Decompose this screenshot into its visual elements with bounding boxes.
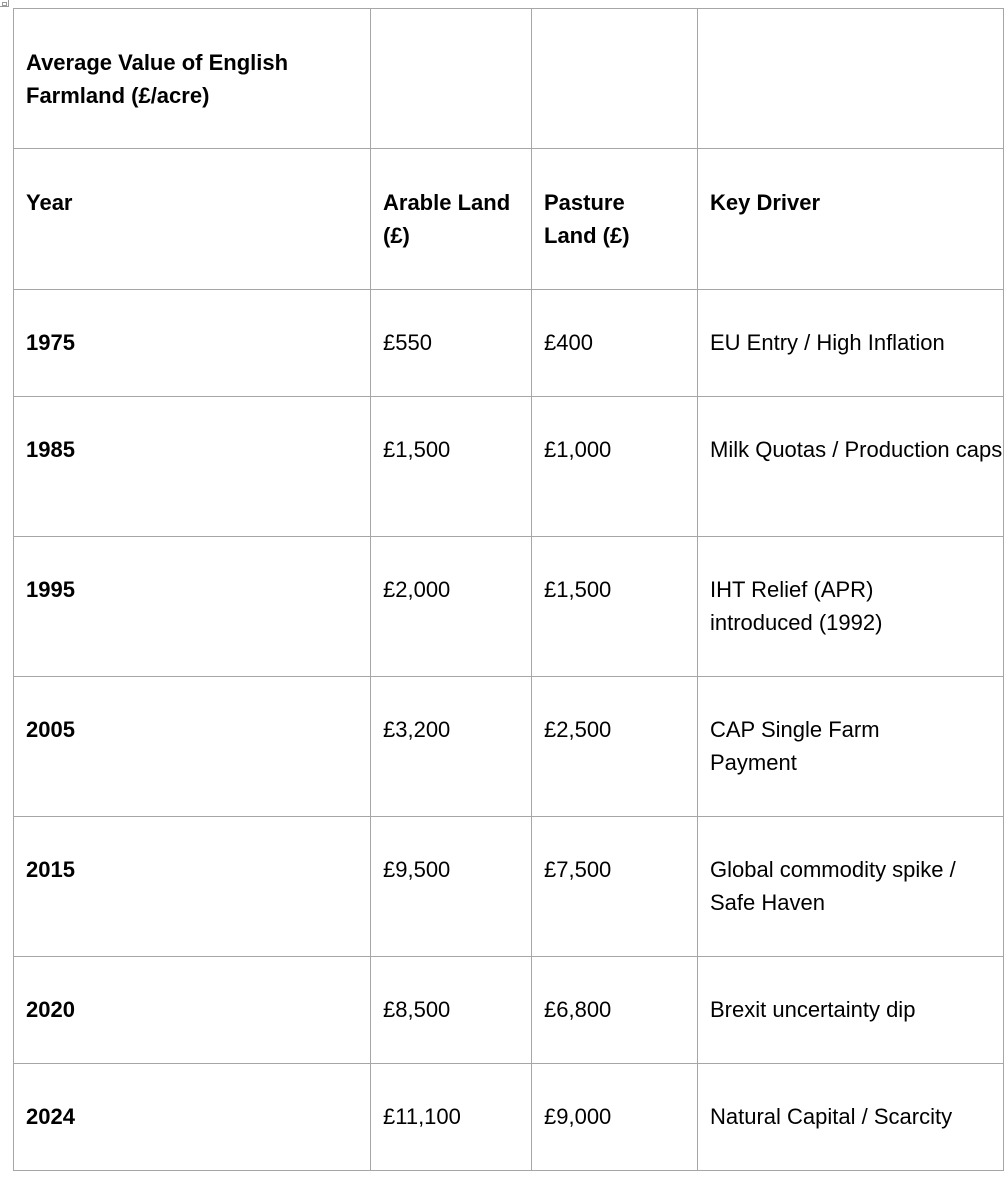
table-row	[14, 957, 1004, 1064]
arable-cell: £1,500	[371, 397, 532, 537]
arable-cell: £2,000	[371, 537, 532, 677]
year-cell: 2024	[14, 1064, 371, 1171]
arable-cell: £550	[371, 290, 532, 397]
driver-cell: Global commodity spike / Safe Haven	[698, 817, 1004, 957]
pasture-cell: £2,500	[532, 677, 698, 817]
table-row	[14, 290, 1004, 397]
table-row	[14, 677, 1004, 817]
header-arable: Arable Land (£)	[371, 149, 532, 290]
arable-cell: £11,100	[371, 1064, 532, 1171]
table-title-row	[14, 9, 1004, 149]
year-cell: 2020	[14, 957, 371, 1064]
pasture-cell: £9,000	[532, 1064, 698, 1171]
pasture-cell: £1,000	[532, 397, 698, 537]
header-driver: Key Driver	[698, 149, 1004, 290]
year-cell: 2005	[14, 677, 371, 817]
arable-cell: £3,200	[371, 677, 532, 817]
year-cell: 1975	[14, 290, 371, 397]
arable-cell: £8,500	[371, 957, 532, 1064]
driver-cell: Brexit uncertainty dip	[698, 957, 1004, 1064]
table-move-handle[interactable]	[0, 0, 9, 7]
table-header-row	[14, 149, 1004, 290]
pasture-cell: £1,500	[532, 537, 698, 677]
driver-cell: Milk Quotas / Production caps	[698, 397, 1004, 537]
arable-cell: £9,500	[371, 817, 532, 957]
year-cell: 2015	[14, 817, 371, 957]
driver-cell: CAP Single Farm Payment	[698, 677, 1004, 817]
driver-cell: IHT Relief (APR) introduced (1992)	[698, 537, 1004, 677]
pasture-cell: £400	[532, 290, 698, 397]
table-row	[14, 1064, 1004, 1171]
empty-cell	[698, 9, 1004, 149]
pasture-cell: £6,800	[532, 957, 698, 1064]
header-pasture: Pasture Land (£)	[532, 149, 698, 290]
year-cell: 1985	[14, 397, 371, 537]
table-row	[14, 817, 1004, 957]
farmland-value-table	[13, 8, 1004, 1171]
empty-cell	[532, 9, 698, 149]
pasture-cell: £7,500	[532, 817, 698, 957]
driver-cell: Natural Capital / Scarcity	[698, 1064, 1004, 1171]
driver-cell: EU Entry / High Inflation	[698, 290, 1004, 397]
table-title: Average Value of English Farmland (£/acre)	[14, 9, 371, 149]
table-row	[14, 397, 1004, 537]
empty-cell	[371, 9, 532, 149]
header-year: Year	[14, 149, 371, 290]
year-cell: 1995	[14, 537, 371, 677]
table-row	[14, 537, 1004, 677]
